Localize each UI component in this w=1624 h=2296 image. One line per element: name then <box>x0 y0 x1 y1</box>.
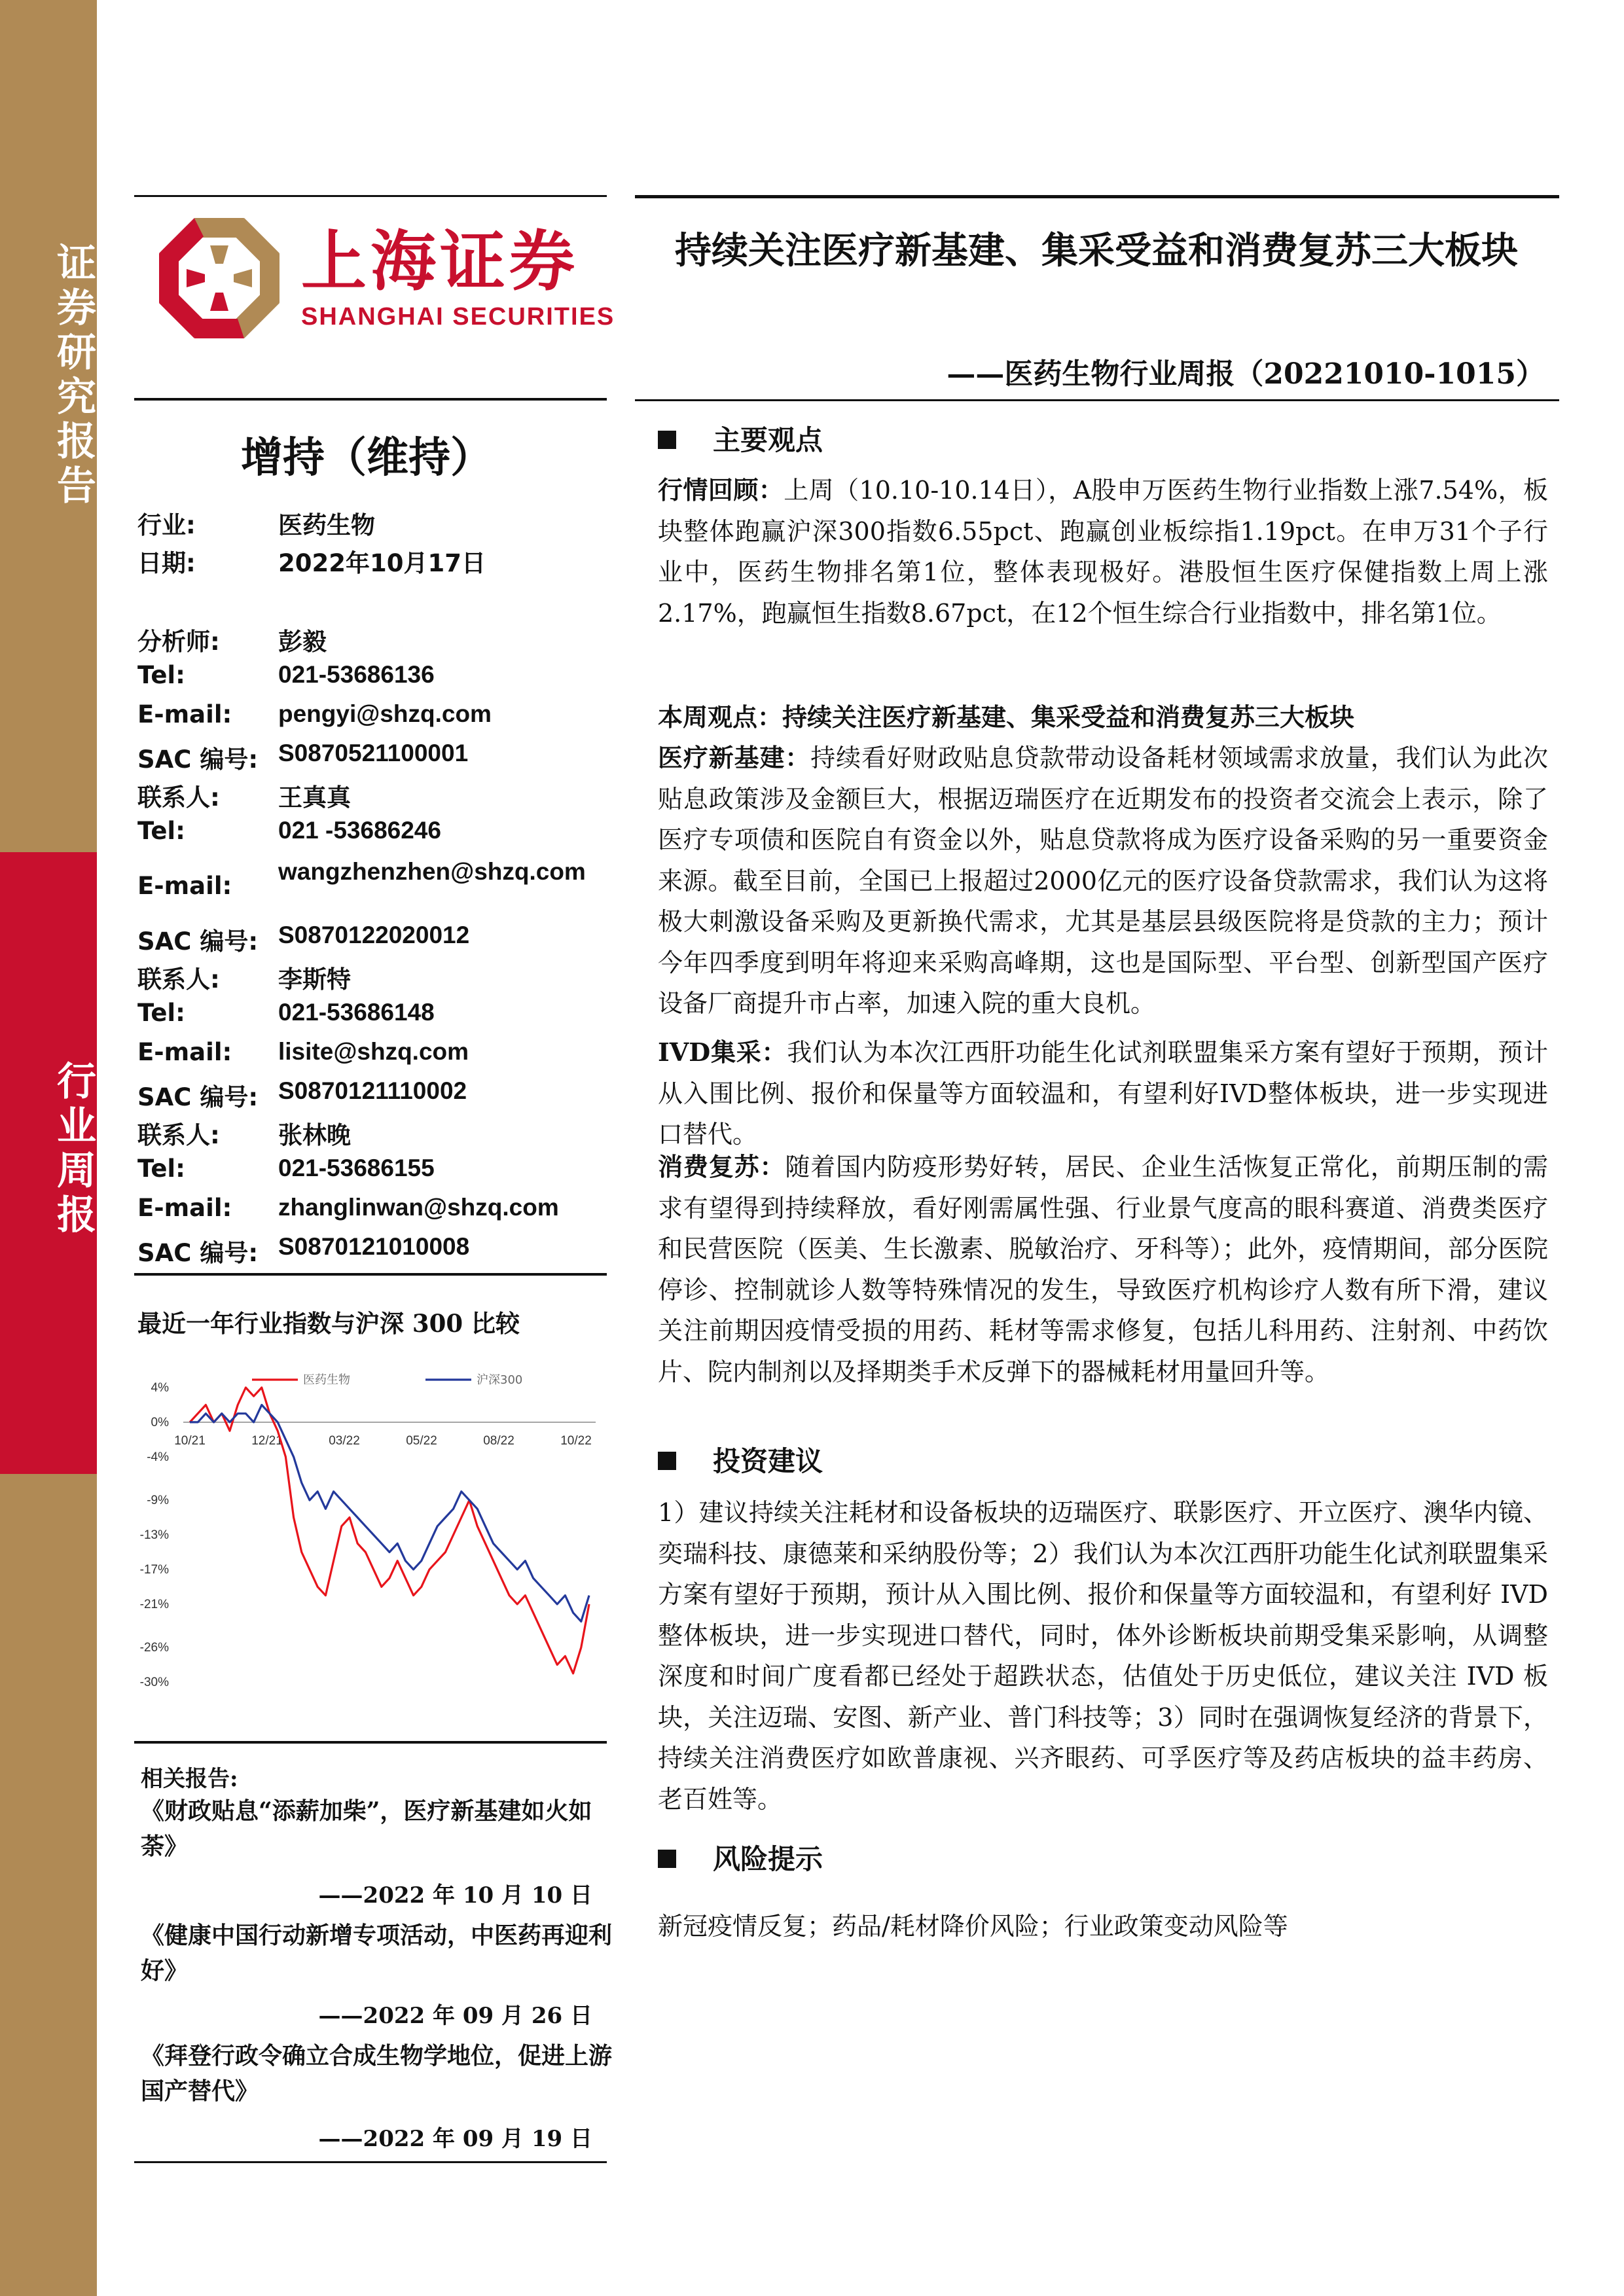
infra-text: 持续看好财政贴息贷款带动设备耗材领域需求放量，我们认为此次贴息政策涉及金额巨大，根据迈瑞医疗在近期发布的投资者交流会上表示，除了医疗专项债和医院自有资金以外，贴息贷款将成为医疗设备采购的另一重要资金来源。截至目前，全国已上报超过2000亿元的医疗设备贷款需求，我们认为这将极大刺激设备采购及更新换代需求，尤其是基层县级医院将是贷款的主力；预计今年四季度到明年将迎来采购高峰期，这也是国际型、平台型、创新型国产医疗设备厂商提升市占率，加速入院的重大良机。 <box>658 744 1548 1018</box>
bullet-square-icon <box>658 431 676 449</box>
email-value: pengyi@shzq.com <box>278 700 492 727</box>
contact-value: 李斯特 <box>278 965 351 994</box>
y-tick-label: -9% <box>147 1494 169 1508</box>
contact-label: 联系人: <box>137 783 220 812</box>
left-mid-rule <box>134 398 607 401</box>
y-tick-label: -17% <box>139 1562 169 1577</box>
x-tick-label: 12/21 <box>251 1433 283 1448</box>
y-tick-label: -4% <box>147 1450 169 1464</box>
consumer-text: 随着国内防疫形势好转，居民、企业生活恢复正常化，前期压制的需求有望得到持续释放，看好刚需属性强、行业景气度高的眼科赛道、消费类医疗和民营医院（医美、生长激素、脱敏治疗、牙科等）；此外，疫情期间，部分医院停诊、控制就诊人数等特殊情况的发生，导致医疗机构诊疗人数有所下滑，建议关注前期因疫情受损的用药、耗材等需求修复，包括儿科用药、注射剂、中药饮片、院内制剂以及择期类手术反弹下的器械耗材用量回升等。 <box>658 1153 1548 1386</box>
market-review-paragraph <box>658 470 1548 634</box>
related-report-title: 《健康中国行动新增专项活动，中医药再迎利好》 <box>141 1922 613 1984</box>
related-report-date: ——2022 年 10 月 10 日 <box>318 1882 592 1909</box>
x-tick-label: 03/22 <box>329 1433 360 1448</box>
section-heading-risk <box>658 1838 823 1877</box>
email-label: E-mail: <box>137 1194 232 1222</box>
rating: 增持（维持） <box>241 433 492 482</box>
tel-value: 021-53686136 <box>278 661 435 688</box>
right-mid-rule <box>635 399 1559 401</box>
email-value: lisite@shzq.com <box>278 1038 469 1065</box>
x-tick-label: 08/22 <box>483 1433 514 1448</box>
sac-label: SAC 编号: <box>137 745 259 774</box>
analyst-label: 分析师: <box>137 628 220 656</box>
tel-value: 021-53686148 <box>278 999 435 1026</box>
series-line-csi300 <box>190 1405 589 1622</box>
contact-value: 张林晚 <box>278 1121 351 1149</box>
infra-paragraph <box>658 738 1548 1024</box>
consumer-label: 消费复苏： <box>658 1152 785 1181</box>
logo-text-cn: 上海证券 <box>301 223 579 300</box>
chart-title: 最近一年行业指数与沪深 300 比较 <box>137 1309 520 1338</box>
market-review-label: 行情回顾： <box>658 475 784 505</box>
email-value: zhanglinwan@shzq.com <box>278 1194 559 1221</box>
company-logo <box>154 213 615 344</box>
tel-label: Tel: <box>137 661 185 689</box>
legend-label: 医药生物 <box>303 1373 350 1387</box>
ivd-paragraph <box>658 1032 1548 1155</box>
contact-value: 王真真 <box>278 783 351 812</box>
x-tick-label: 10/22 <box>560 1433 592 1448</box>
weekly-view-title: 本周观点：持续关注医疗新基建、集采受益和消费复苏三大板块 <box>658 702 1355 732</box>
sac-label: SAC 编号: <box>137 1239 259 1267</box>
logo-text-en: SHANGHAI SECURITIES <box>301 303 615 331</box>
section-heading-text: 主要观点 <box>713 424 823 456</box>
ivd-label: IVD集采： <box>658 1037 787 1067</box>
sac-value: S0870521100001 <box>278 740 469 766</box>
date-label: 日期: <box>137 549 196 577</box>
contact-label: 联系人: <box>137 965 220 994</box>
section-heading-text: 投资建议 <box>713 1445 823 1477</box>
related-report-date: ——2022 年 09 月 26 日 <box>318 2003 592 2029</box>
info-bottom-rule <box>134 1273 607 1276</box>
email-value: wangzhenzhen@shzq.com <box>278 858 586 885</box>
right-top-rule <box>635 195 1559 198</box>
invest-paragraph: 1）建议持续关注耗材和设备板块的迈瑞医疗、联影医疗、开立医疗、澳华内镜、奕瑞科技、康德莱和采纳股份等；2）我们认为本次江西肝功能生化试剂联盟集采方案有望好于预期，预计从入围比例、报价和保量等方面较温和，有望利好 IVD 整体板块，进一步实现进口替代，同时，体外诊断板块前期受集采影响，从调整深度和时间广度看都已经处于超跌状态，估值处于历史低位，建议关注 IVD 板块，关注迈瑞、安图、新产业、普门科技等；3）同时在强调恢复经济的背景下，持续关注消费医疗如欧普康视、兴齐眼药、可孚医疗等及药店板块的益丰药房、老百姓等。 <box>658 1498 1548 1814</box>
weekly-view-heading <box>658 697 1548 738</box>
sac-value: S0870122020012 <box>278 922 470 948</box>
date-value: 2022年10月17日 <box>278 549 486 577</box>
infra-label: 医疗新基建： <box>658 743 811 772</box>
y-tick-label: -30% <box>139 1676 169 1689</box>
y-tick-label: 0% <box>151 1415 169 1429</box>
email-label: E-mail: <box>137 1038 232 1066</box>
market-review-text: 上周（10.10-10.14日），A股申万医药生物行业指数上涨7.54%，板块整体跑赢沪深300指数6.55pct、跑赢创业板综指1.19pct。在申万31个子行业中，医药生物排名第1位，整体表现极好。港股恒生医疗保健指数上周上涨2.17%，跑赢恒生指数8.67pct，在12个恒生综合行业指数中，排名第1位。 <box>658 476 1548 628</box>
bullet-square-icon <box>658 1850 676 1868</box>
risk-paragraph: 新冠疫情反复；药品/耗材降价风险；行业政策变动风险等 <box>658 1912 1288 1941</box>
section-heading-invest <box>658 1440 823 1479</box>
sac-label: SAC 编号: <box>137 927 259 956</box>
logo-octagon-icon <box>154 213 285 344</box>
related-reports-heading: 相关报告: <box>141 1766 238 1792</box>
related-bottom-rule <box>134 2161 607 2163</box>
x-tick-label: 10/21 <box>174 1433 206 1448</box>
index-comparison-chart <box>124 1368 609 1695</box>
y-tick-label: -13% <box>139 1528 169 1542</box>
chart-bottom-rule <box>134 1741 607 1744</box>
related-report-title: 《财政贴息“添薪加柴”，医疗新基建如火如荼》 <box>141 1797 592 1860</box>
tel-value: 021-53686155 <box>278 1155 435 1181</box>
legend-label: 沪深300 <box>477 1373 523 1387</box>
sidebar-label-weekly: 行业周报 <box>50 1060 96 1238</box>
consumer-paragraph <box>658 1147 1548 1392</box>
tel-label: Tel: <box>137 1155 185 1183</box>
contact-label: 联系人: <box>137 1121 220 1149</box>
tel-value: 021 -53686246 <box>278 817 441 844</box>
sac-label: SAC 编号: <box>137 1083 259 1111</box>
section-heading-text: 风险提示 <box>713 1843 823 1875</box>
email-label: E-mail: <box>137 700 232 728</box>
sidebar-label-report: 证券研究报告 <box>50 242 96 509</box>
industry-label: 行业: <box>137 511 196 539</box>
left-top-rule <box>134 195 607 197</box>
bullet-square-icon <box>658 1452 676 1470</box>
y-tick-label: -21% <box>139 1597 169 1611</box>
industry-value: 医药生物 <box>278 511 375 539</box>
y-tick-label: -26% <box>139 1641 169 1655</box>
tel-label: Tel: <box>137 817 185 845</box>
related-report-title: 《拜登行政令确立合成生物学地位，促进上游国产替代》 <box>141 2042 613 2105</box>
y-tick-label: 4% <box>151 1381 169 1395</box>
x-tick-label: 05/22 <box>406 1433 437 1448</box>
ivd-text: 我们认为本次江西肝功能生化试剂联盟集采方案有望好于预期，预计从入围比例、报价和保量等方面较温和，有望利好IVD整体板块，进一步实现进口替代。 <box>658 1038 1548 1149</box>
email-label: E-mail: <box>137 872 232 900</box>
section-heading-main <box>658 419 823 458</box>
tel-label: Tel: <box>137 999 185 1027</box>
analyst-value: 彭毅 <box>278 628 327 656</box>
sac-value: S0870121110002 <box>278 1077 467 1104</box>
series-line-pharma <box>190 1388 589 1674</box>
sac-value: S0870121010008 <box>278 1233 470 1260</box>
report-subtitle: ——医药生物行业周报（20221010-1015） <box>947 357 1545 391</box>
related-report-date: ——2022 年 09 月 19 日 <box>318 2126 592 2152</box>
report-title: 持续关注医疗新基建、集采受益和消费复苏三大板块 <box>675 229 1518 272</box>
